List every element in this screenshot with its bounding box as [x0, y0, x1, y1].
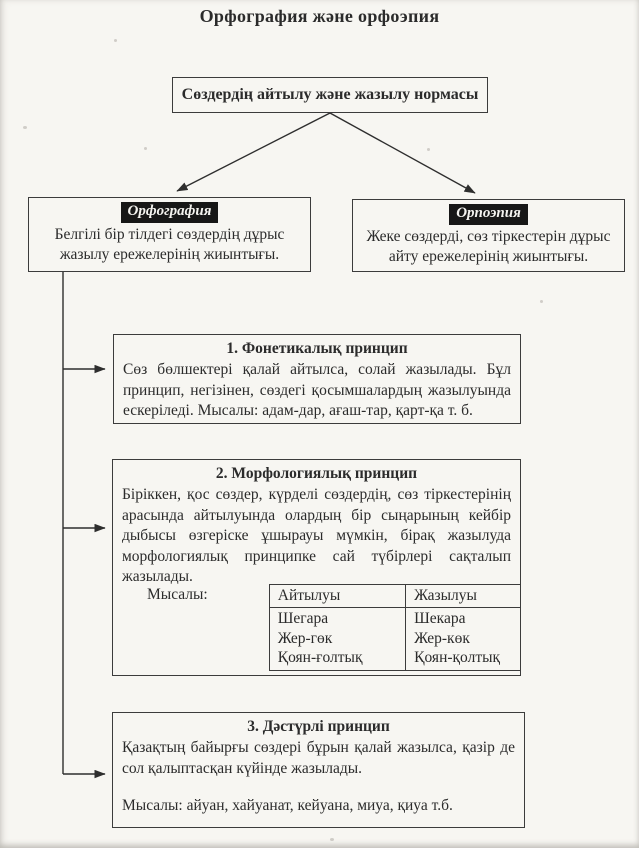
- scan-speck: [23, 126, 27, 129]
- arrow-root-to-orthography: [177, 113, 330, 191]
- scan-speck: [427, 148, 430, 151]
- principle-2-text: Біріккен, қос сөздер, күрделі сөздердің, сөз тіркестерінің арасында айтылуында олардың бір сыңарының кейбір дыбысы өзгеріске ұшырауы мүмкін, бірақ жазылуда морфологиялық принципке сай түбірлері сақталып жазылады.: [122, 486, 511, 586]
- pronunciation-cell: [269, 608, 405, 670]
- spelling-cell: [406, 608, 521, 670]
- principle-1-heading: 1. Фонетикалық принцип: [226, 340, 408, 357]
- root-node-box: [172, 77, 488, 113]
- principle-3-box: [112, 712, 525, 828]
- orthoepy-definition: Жеке сөздерді, сөз тіркестерін дұрыс айту ережелерінің жиынтығы.: [366, 227, 611, 265]
- principle-2-heading: 2. Морфологиялық принцип: [215, 465, 418, 482]
- table-value: Жер-гөк: [277, 629, 333, 647]
- principle-1-text: Сөз бөлшектері қалай айтылса, солай жазылады. Бұл принцип, негізінен, сөздегі қосымшалардың жазылуында ескеріледі. Мысалы: адам-дар, ағаш-тар, қарт-қа т. б.: [123, 361, 511, 420]
- principle-1-box: [113, 334, 521, 424]
- table-value: Шекара: [414, 610, 466, 628]
- principle-3-examples: Мысалы: айуан, хайуанат, кейуана, миуа, қиуа т.б.: [122, 797, 453, 815]
- table-header-spelling: Жазылуы: [406, 585, 521, 608]
- table-body-row: [269, 608, 520, 670]
- principle-3-text: Қазақтың байырғы сөздері бұрын қалай жазылса, қазір де сол қалыптасқан күйінде жазылады.: [122, 739, 515, 777]
- arrow-root-to-orthoepy: [330, 113, 475, 193]
- table-value: Жер-көк: [414, 629, 470, 647]
- table-header-row: [269, 585, 520, 608]
- table-value: Қоян-қолтық: [414, 649, 501, 667]
- scan-speck: [540, 300, 543, 303]
- orthoepy-box: [352, 199, 625, 272]
- table-value: Шегара: [277, 610, 329, 628]
- scan-speck: [330, 838, 334, 841]
- orthography-definition: Белгілі бір тілдегі сөздердің дұрыс жазылу ережелерінің жиынтығы.: [54, 225, 285, 263]
- pronunciation-spelling-table: [269, 584, 521, 671]
- orthography-heading: Орфография: [121, 202, 219, 223]
- principle-3-heading: 3. Дәстүрлі принцип: [247, 718, 390, 735]
- orthography-box: [28, 197, 311, 272]
- root-node-label: Сөздердің айтылу және жазылу нормасы: [181, 86, 479, 103]
- page-title: Орфография және орфоэпия: [199, 6, 440, 26]
- scan-speck: [144, 147, 147, 150]
- scan-speck: [114, 39, 117, 42]
- table-header-pronunciation: Айтылуы: [269, 585, 405, 608]
- table-value: Қоян-ғолтық: [277, 649, 363, 667]
- orthoepy-heading: Орпоэпия: [449, 204, 528, 225]
- principle-2-examples: [112, 584, 521, 671]
- example-label: Мысалы:: [147, 586, 208, 603]
